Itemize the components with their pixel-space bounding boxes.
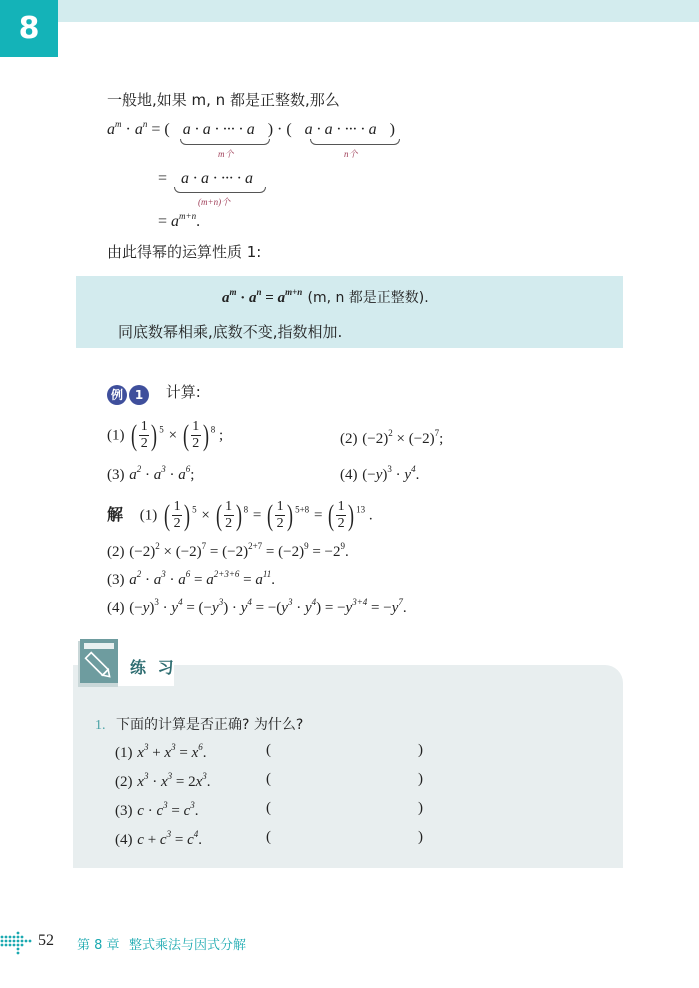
brace-label-m: m个 [218,149,234,159]
solution-2: (2) $(-2)^2 \times (-2)^7 = (-2)^{2+7} = (-2)^9 = -2^9$. [107,541,349,560]
practice-title: 练 习 [130,658,177,677]
example-problem-4: (4) $(-y)^3 \cdot y^4$. [340,464,420,483]
notebook-pencil-icon [78,639,120,687]
example-problem-1: (1) ( 1 2 ) $^5$ × ( 1 2 ) $^8$ ; [107,418,224,452]
chapter-number-tab: 8 [0,0,58,57]
example-title: 计算: [165,383,201,401]
practice-item-3: (3) $c \cdot c^3 = c^3$. [115,800,199,819]
example-problem-2: (2) $(-2)^2 \times (-2)^7$; [340,428,444,447]
rule-formula: $a^m \cdot a^n = a^{m+n}$ (m, n 都是正整数). [222,287,429,306]
brace-label-m-plus-n: (m+n)个 [198,197,231,207]
page-number: 52 [38,932,54,949]
derivation-intro: 一般地,如果 m, n 都是正整数,那么 [107,91,340,109]
answer-close-4: ) [418,829,423,845]
footer-chapter: 第 8 章 [77,938,120,953]
answer-open-1: ( [266,742,271,758]
example-badge [107,385,149,405]
rule-condition: (m, n 都是正整数). [307,290,429,306]
example-badge-char: 例 [107,385,127,405]
answer-open-3: ( [266,800,271,816]
answer-open-4: ( [266,829,271,845]
solution-1: 解 (1) ( 1 2 ) $^5$ × ( 1 2 ) $^8$ = ( 1 2 ) $^{5+8}$ = ( 1 2 ) $^{13}$ . [107,498,373,532]
solution-label: 解 [107,504,124,524]
answer-close-2: ) [418,771,423,787]
header-band [58,0,699,22]
brace-n [310,139,400,145]
page-dots-icon [0,928,34,958]
brace-m [180,139,270,145]
example-problem-3: (3) $a^2 \cdot a^3 \cdot a^6$; [107,464,195,483]
example-badge-num: 1 [129,385,149,405]
brace-label-n: n个 [344,149,358,159]
derivation-line-3: = $a^{m+n}$. [158,211,201,230]
answer-close-3: ) [418,800,423,816]
solution-3: (3) $a^2 \cdot a^3 \cdot a^6 = a^{2+3+6} = a^{11}$. [107,569,275,588]
practice-item-1: (1) $x^3 + x^3 = x^6$. [115,742,207,761]
question-number: 1. [95,718,106,733]
answer-close-1: ) [418,742,423,758]
brace-m-plus-n [174,187,266,193]
question-text: 下面的计算是否正确? 为什么? [115,717,304,733]
rule-statement: 同底数幂相乘,底数不变,指数相加. [118,323,343,341]
practice-question [95,714,303,734]
solution-4: (4) $(-y)^3 \cdot y^4 = (-y^3) \cdot y^4 = -(y^3 \cdot y^4) = -y^{3+4} = -y^7$. [107,597,407,616]
example-header [107,381,201,405]
derivation-conclusion: 由此得幂的运算性质 1: [107,243,262,261]
practice-item-2: (2) $x^3 \cdot x^3 = 2x^3$. [115,771,211,790]
practice-item-4: (4) $c + c^3 = c^4$. [115,829,202,848]
derivation-line-2: = a · a · ··· · a [158,170,254,187]
derivation-line-1: $a^m \cdot a^n$ = ( a · a · ··· · a ) · ( a · a · ··· · a ) [107,119,395,138]
footer-chapter-title: 整式乘法与因式分解 [129,938,247,953]
answer-open-2: ( [266,771,271,787]
